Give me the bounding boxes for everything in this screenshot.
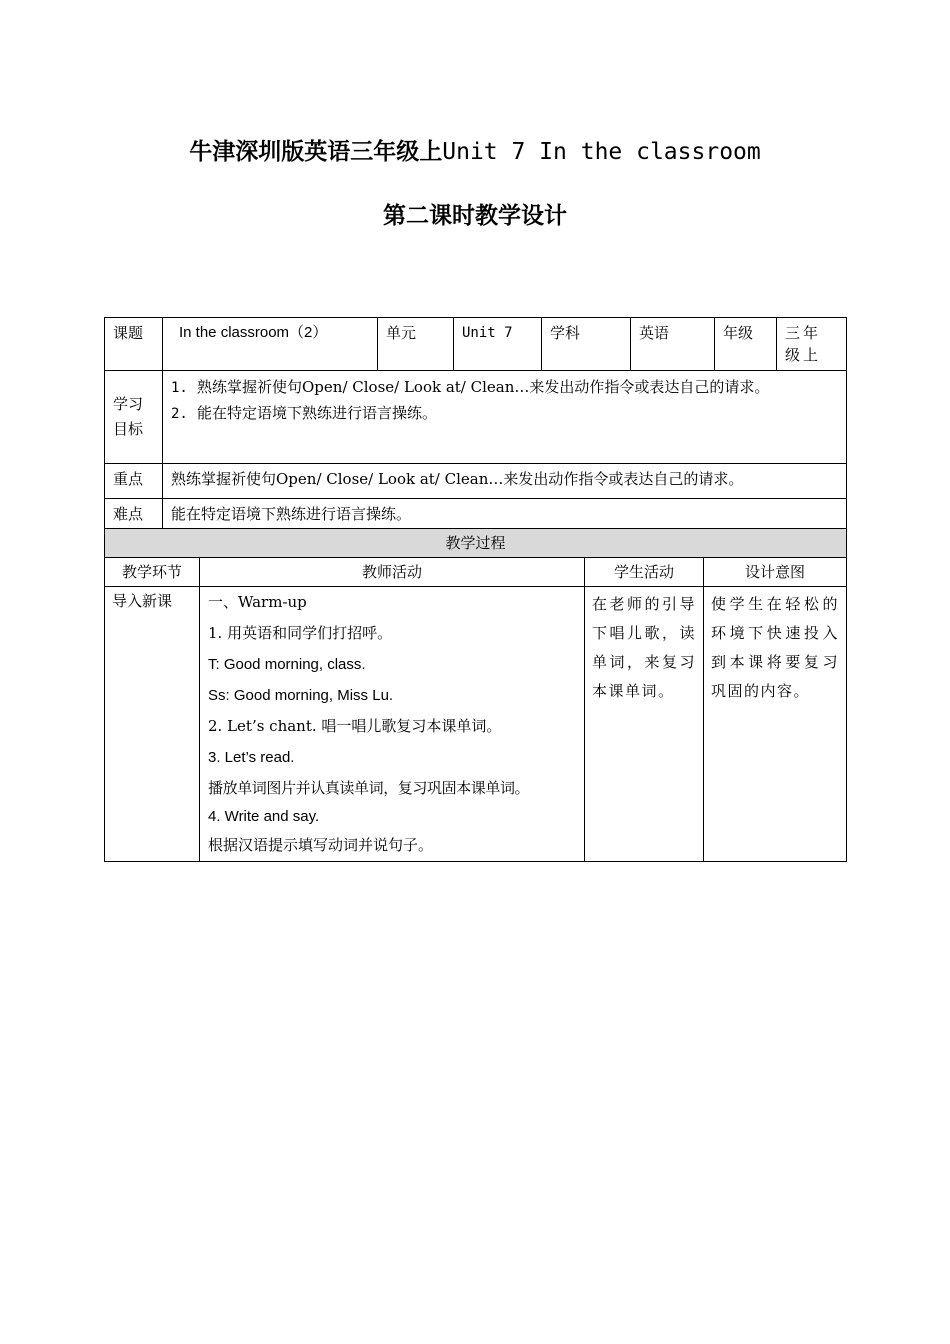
topic-value: In the classroom（2） <box>163 318 378 371</box>
difficulty-value: 能在特定语境下熟练进行语言操练。 <box>163 499 847 532</box>
subject-label: 学科 <box>542 318 631 371</box>
teacher-step: 4. Write and say. <box>208 808 320 825</box>
info-row-difficulty <box>105 499 847 532</box>
key-value: 熟练掌握祈使句Open/ Close/ Look at/ Clean…来发出动作指令或表达自己的请求。 <box>163 464 847 499</box>
table-row <box>105 587 847 862</box>
title-en: Unit 7 In the classroom <box>442 139 761 165</box>
document-title <box>0 137 950 167</box>
document-subtitle: 第二课时教学设计 <box>383 202 567 229</box>
info-row-key <box>105 464 847 499</box>
goal-item: 1. 熟练掌握祈使句Open/ Close/ Look at/ Clean…来发出动作指令或表达自己的请求。 <box>171 378 770 396</box>
column-header: 学生活动 <box>585 558 704 587</box>
teacher-step: 一、Warm-up <box>208 593 307 611</box>
info-row-topic <box>105 318 847 371</box>
teacher-step: 根据汉语提示填写动词并说句子。 <box>208 836 434 854</box>
process-heading: 教学过程 <box>105 529 847 558</box>
topic-label: 课题 <box>105 318 163 371</box>
design-intent-cell: 使学生在轻松的环境下快速投入到本课将要复习巩固的内容。 <box>704 587 847 862</box>
goal-item: 2. 能在特定语境下熟练进行语言操练。 <box>171 404 438 422</box>
process-table <box>104 528 847 862</box>
grade-value: 三年级上 <box>777 318 847 371</box>
goals-label: 学习目标 <box>105 371 163 464</box>
column-header: 教学环节 <box>105 558 200 587</box>
teacher-step: Ss: Good morning, Miss Lu. <box>208 687 394 704</box>
title-cn: 牛津深圳版英语三年级上 <box>189 138 443 165</box>
column-header: 教师活动 <box>200 558 585 587</box>
unit-label: 单元 <box>378 318 454 371</box>
unit-value: Unit 7 <box>454 318 542 371</box>
subject-value: 英语 <box>631 318 715 371</box>
difficulty-label: 难点 <box>105 499 163 532</box>
stage-cell: 导入新课 <box>105 587 200 862</box>
key-label: 重点 <box>105 464 163 499</box>
teacher-activity-cell <box>200 587 585 862</box>
goals-list <box>163 371 847 464</box>
grade-label: 年级 <box>715 318 777 371</box>
process-heading-row <box>105 529 847 558</box>
teacher-step: T: Good morning, class. <box>208 656 366 673</box>
teacher-step: 2. Let’s chant. 唱一唱儿歌复习本课单词。 <box>208 717 502 735</box>
info-row-goals <box>105 371 847 464</box>
column-header-row <box>105 558 847 587</box>
teacher-step: 播放单词图片并认真读单词，复习巩固本课单词。 <box>208 779 530 797</box>
teacher-step: 3. Let’s read. <box>208 749 295 766</box>
column-header: 设计意图 <box>704 558 847 587</box>
student-activity-cell: 在老师的引导下唱儿歌，读单词，来复习本课单词。 <box>585 587 704 862</box>
teacher-step: 1. 用英语和同学们打招呼。 <box>208 624 393 642</box>
info-table <box>104 317 847 532</box>
